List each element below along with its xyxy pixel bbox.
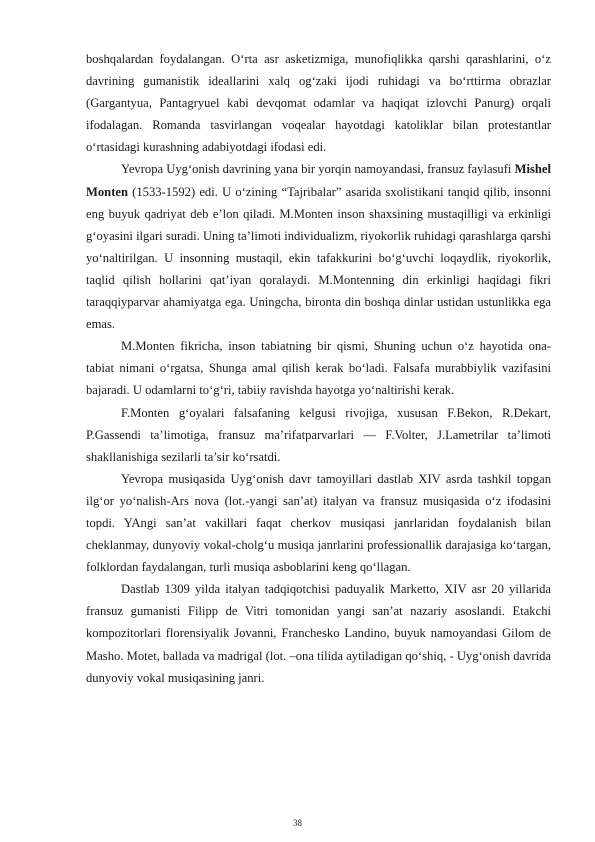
document-body <box>86 48 551 689</box>
paragraph-1: boshqalardan foydalangan. O‘rta asr asketizmiga, munofiqlikka qarshi qarashlarini, o‘z davrining gumanistik ideallarini xalq og‘zaki ijodi ruhidagi va bo‘rttirma obrazlar (Gargantyua, Pantagryuel kabi devqomat odamlar va haqiqat izlovchi Panurg) orqali ifodalagan. Romanda tasvirlangan voqealar hayotdagi katoliklar bilan protestantlar o‘rtasidagi kurashning adabiyotdagi ifodasi edi. <box>86 52 551 155</box>
page-number: 38 <box>293 818 302 828</box>
paragraph-6: Dastlab 1309 yilda italyan tadqiqotchisi paduyalik Marketto, XIV asr 20 yillarida fransuz gumanisti Filipp de Vitri tomonidan yangi san’at nazariy asoslandi. Etakchi kompozitorlari florensiyalik Jovanni, Franchesko Landino, buyuk namoyandasi Gilom de Masho. Motet, ballada va madrigal (lot. –ona tilida aytiladigan qo‘shiq, - Uyg‘onish davrida dunyoviy vokal musiqasining janri. <box>86 582 551 685</box>
paragraph-5: Yevropa musiqasida Uyg‘onish davr tamoyillari dastlab XIV asrda tashkil topgan ilg‘or yo‘nalish-Ars nova (lot.-yangi san’at) italyan va fransuz musiqasida o‘z ifodasini topdi. YAngi san’at vakillari faqat cherkov musiqasi janrlaridan foydalanish bilan cheklanmay, dunyoviy vokal-cholg‘u musiqa janrlarini professionallik darajasiga ko‘targan, folklordan faydalangan, turli musiqa asboblarini keng qo‘llagan. <box>86 471 551 575</box>
paragraph-2-body: (1533-1592) edi. U o‘zining “Tajribalar” asarida sxolistikani tanqid qilib, insonni eng buyuk qadriyat deb e’lon qiladi. M.Monten inson shaxsining mustaqilligi va erkinligi g‘oyasini ilgari suradi. Uning ta’limoti individualizm, riyokorlik ruhidagi qarashlarga qarshi yo‘naltirilgan. U insonning mustaqil, ekin tafakkurini bo‘g‘uvchi loqaydlik, riyokorlik, taqlid qilish hollarini qat’iyan qoralaydi. M.Montenning din erkinligi haqidagi fikri taraqqiyparvar ahamiyatga ega. Uningcha, bironta din boshqa dinlar ustidan ustunlikka ega emas. <box>86 184 551 332</box>
paragraph-4: F.Monten g‘oyalari falsafaning kelgusi rivojiga, xususan F.Bekon, R.Dekart, P.Gassendi ta’limotiga, fransuz ma’rifatparvarlari — F.Volter, J.Lametrilar ta’limoti shakllanishiga sezilarli ta’sir ko‘rsatdi. <box>86 405 551 464</box>
name-mishel-monten: Mishel Monten <box>86 162 551 199</box>
paragraph-2-intro: Yevropa Uyg‘onish davrining yana bir yorqin namoyandasi, fransuz faylasufi <box>121 162 515 177</box>
paragraph-3: M.Monten fikricha, inson tabiatning bir qismi, Shuning uchun o‘z hayotida ona-tabiat nimani o‘rgatsa, Shunga amal qilish kerak bo‘ladi. Falsafa murabbiylik vazifasini bajaradi. U odamlarni to‘g‘ri, tabiiy ravishda hayotga yo‘naltirishi kerak. <box>86 339 551 398</box>
paragraph-2 <box>86 158 551 335</box>
